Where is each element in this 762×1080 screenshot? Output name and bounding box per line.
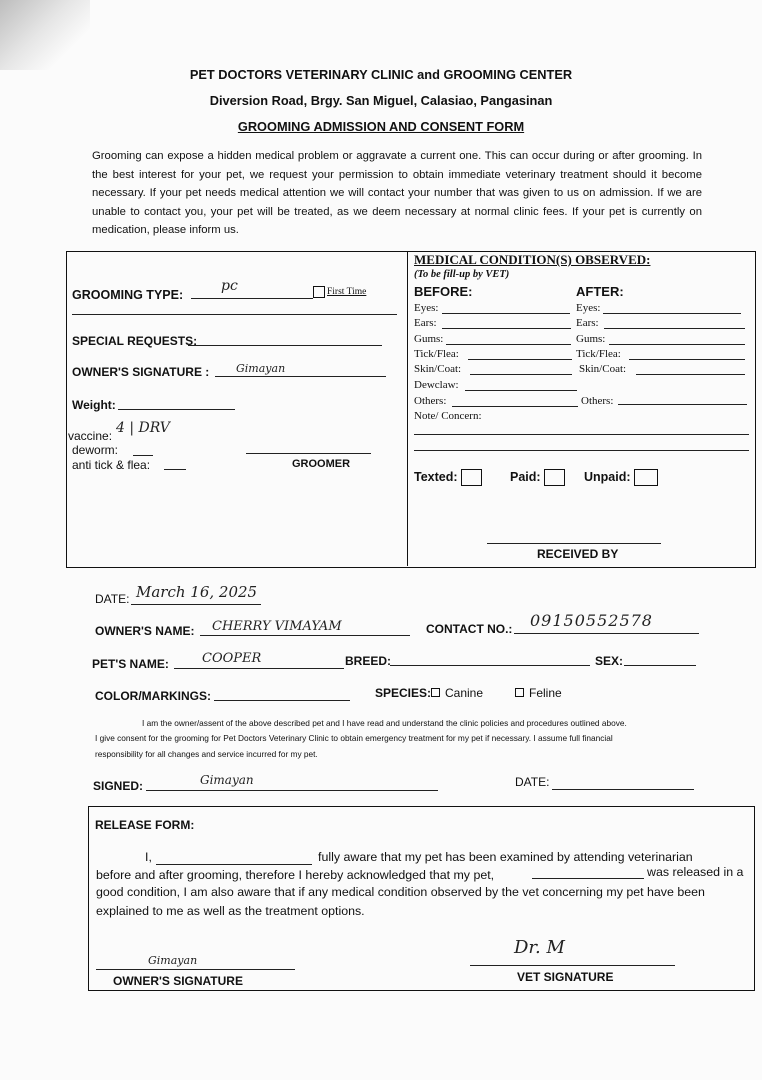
release-title: RELEASE FORM: [95,818,195,832]
release-i: I, [145,850,152,864]
sex-label: SEX: [595,654,624,668]
contact-value[interactable]: 09150552578 [530,611,653,630]
breed-line [390,665,590,666]
form-title: GROOMING ADMISSION AND CONSENT FORM [237,119,525,134]
scan-shadow [0,0,90,70]
medical-title: MEDICAL CONDITION(S) OBSERVED: [414,252,651,267]
texted-option[interactable] [414,469,482,486]
before-skin-line [470,374,572,375]
vaccine-value[interactable]: 4 | DRV [116,420,170,436]
vaccine-label: vaccine: [68,429,113,443]
special-requests-label: SPECIAL REQUESTS: [72,334,198,348]
release-line-4: explained to me as well as the treatment options. [96,904,365,918]
unpaid-checkbox[interactable] [634,469,658,486]
after-ears-line [604,328,745,329]
feline-label: Feline [529,686,562,700]
before-dewclaw-line [465,390,577,391]
release-pet-line [532,878,644,879]
signed-value[interactable]: Gimayan [200,773,254,787]
date-label: DATE: [95,592,130,606]
canine-option[interactable] [431,686,483,700]
panel-divider [407,252,408,566]
grooming-type-label: GROOMING TYPE: [72,288,184,302]
before-eyes-label: Eyes: [414,302,439,314]
note-label: Note/ Concern: [414,410,482,422]
consent-date-label: DATE: [515,775,550,789]
consent-line-1: I am the owner/assent of the above described pet and I have read and understand the clinic policies and procedures outlined above. [142,718,627,728]
paid-checkbox[interactable] [544,469,565,486]
note-line-2 [414,450,749,451]
anti-tick-line [164,469,186,470]
unpaid-label: Unpaid: [584,469,631,484]
after-others-line [618,404,747,405]
after-label: AFTER: [576,284,624,299]
vet-signature-line [470,965,675,966]
after-skin-label: Skin/Coat: [579,363,627,375]
date-line [131,604,261,605]
pet-name-label: PET'S NAME: [92,657,169,671]
release-line-3: good condition, I am also aware that if any medical condition observed by the vet concerning my pet have been [96,885,705,899]
release-line-2-end: was released in a [647,865,744,879]
owners-signature-line [215,376,386,377]
after-gums-label: Gums: [576,333,606,345]
before-ears-label: Ears: [414,317,437,329]
release-line-1: fully aware that my pet has been examined by attending veterinarian [318,850,693,864]
consent-line-3: responsibility for all changes and service incurred for my pet. [95,749,318,759]
owners-signature-value[interactable]: Gimayan [236,362,286,375]
release-line-2: before and after grooming, therefore I hereby acknowledged that my pet, [96,868,495,882]
special-requests-line [188,345,382,346]
owners-signature-label: OWNER'S SIGNATURE : [72,365,210,379]
paid-label: Paid: [510,469,541,484]
groomer-label: GROOMER [292,458,351,470]
intro-paragraph: Grooming can expose a hidden medical problem or aggravate a current one. This can occur during or after grooming. In the best interest for your pet, we request your permission to obtain immediate veterinary treatment should it become necessary. If your pet needs medical attention we will contact your number that was given to us on admission. If we are unable to contact you, your pet will be treated, as we deem necessary at normal clinic fees. If your pet is currently on medication, please inform us. [92,150,702,236]
groomer-line [246,453,371,454]
before-label: BEFORE: [414,284,473,299]
owner-name-value[interactable]: CHERRY VIMAYAM [212,619,342,634]
before-gums-label: Gums: [414,333,444,345]
pet-name-line [174,668,344,669]
release-owner-label: OWNER'S SIGNATURE [113,974,243,988]
feline-option[interactable] [515,686,562,700]
grooming-type-line [191,298,313,299]
signed-line [146,790,438,791]
first-time-checkbox[interactable] [313,286,325,298]
clinic-address: Diversion Road, Brgy. San Miguel, Calasiao, Pangasinan [209,93,553,108]
first-time-label: First Time [327,287,367,298]
vet-signature-label: VET SIGNATURE [517,970,614,984]
consent-date-line [552,789,694,790]
species-label: SPECIES: [375,686,432,700]
after-skin-line [636,374,745,375]
after-ears-label: Ears: [576,317,599,329]
feline-checkbox[interactable] [515,688,524,697]
pet-name-value[interactable]: COOPER [202,651,262,666]
anti-tick-label: anti tick & flea: [72,458,151,472]
first-time-option[interactable] [313,286,366,298]
release-owner-signature-value[interactable]: Gimayan [148,954,198,967]
before-eyes-line [442,313,570,314]
color-line [214,700,350,701]
vet-signature-value[interactable]: Dr. M [514,937,565,958]
owner-name-label: OWNER'S NAME: [95,624,195,638]
weight-line [118,409,235,410]
after-eyes-label: Eyes: [576,302,601,314]
date-value[interactable]: March 16, 2025 [136,583,258,601]
release-owner-line [96,969,295,970]
release-name-line [156,864,312,865]
consent-line-2: I give consent for the grooming for Pet Doctors Veterinary Clinic to obtain emergency treatment for my pet if necessary. I assume full financial [95,733,613,743]
sex-line [624,665,696,666]
deworm-line [133,455,153,456]
before-others-line [452,406,578,407]
deworm-label: deworm: [72,443,119,457]
before-dewclaw-label: Dewclaw: [414,379,459,391]
before-ears-line [442,328,571,329]
unpaid-option[interactable] [584,469,658,486]
owner-name-line [200,635,410,636]
after-tick-label: Tick/Flea: [576,348,621,360]
before-others-label: Others: [414,395,447,407]
note-line-1 [414,434,749,435]
after-gums-line [609,344,745,345]
before-tick-label: Tick/Flea: [414,348,459,360]
paid-option[interactable] [510,469,565,486]
contact-line [514,633,699,634]
color-label: COLOR/MARKINGS: [95,689,211,703]
grooming-type-extra-line [72,314,397,315]
weight-label: Weight: [72,398,116,412]
before-gums-line [446,344,571,345]
signed-label: SIGNED: [93,779,144,793]
canine-checkbox[interactable] [431,688,440,697]
texted-label: Texted: [414,469,458,484]
received-by-label: RECEIVED BY [537,547,619,561]
received-by-line [487,543,661,544]
clinic-name: PET DOCTORS VETERINARY CLINIC and GROOMING CENTER [189,67,573,82]
medical-subtitle: (To be fill-up by VET) [414,269,510,280]
before-tick-line [468,359,572,360]
contact-label: CONTACT NO.: [426,622,513,636]
after-eyes-line [603,313,741,314]
after-tick-line [629,359,745,360]
grooming-type-value[interactable]: pc [221,278,238,294]
canine-label: Canine [445,686,484,700]
after-others-label: Others: [581,395,614,407]
before-skin-label: Skin/Coat: [414,363,462,375]
breed-label: BREED: [345,654,392,668]
texted-checkbox[interactable] [461,469,482,486]
